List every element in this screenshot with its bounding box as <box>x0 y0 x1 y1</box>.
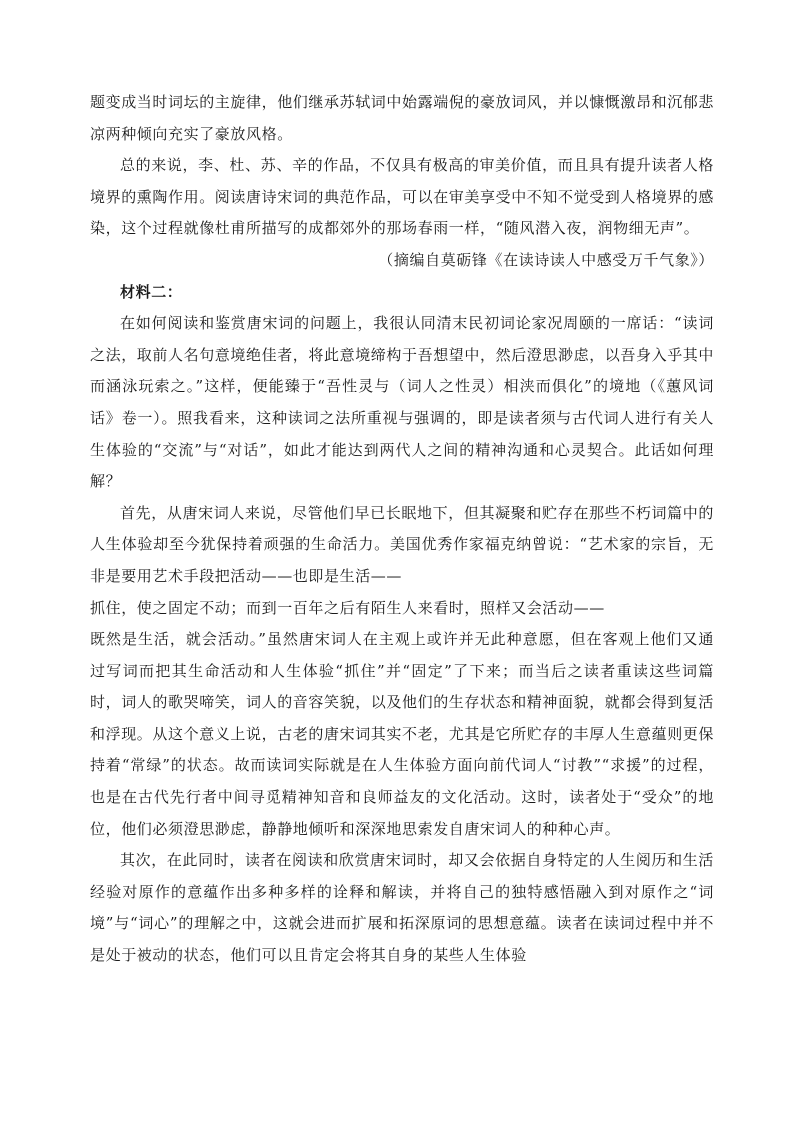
material-two-heading: 材料二： <box>120 282 183 301</box>
paragraph-first-point-continued: 既然是生活，就会活动。”虽然唐宋词人在主观上或许并无此种意愿，但在客观上他们又通过写词而把其生命活动和人生体验“抓住”并“固定”了下来；而当后之读者重读这些词篇时，词人的歌哭啼笑，词人的音容笑貌，以及他们的生存状态和精神面貌，就都会得到复活和浮现。从这个意义上说，古老的唐宋词其实不老，尤其是它所贮存的丰厚人生意蕴则更保持着“常绿”的状态。故而读词实际就是在人生体验方面向前代词人“讨教”“求援”的过程，也是在古代先行者中间寻觅精神知音和良师益友的文化活动。这时，读者处于“受众”的地位，他们必须澄思渺虑，静静地倾听和深深地思索发自唐宋词人的种种心声。 <box>90 630 715 838</box>
paragraph-first-point-line: 抓住，使之固定不动；而到一百年之后有陌生人来看时，照样又会活动—— <box>90 598 605 617</box>
paragraph-material-two-intro: 在如何阅读和鉴赏唐宋词的问题上，我很认同清末民初词论家况周颐的一席话：“读词之法，取前人名句意境绝佳者，将此意境缔构于吾想望中，然后澄思渺虑，以吾身入乎其中而涵泳玩索之。”这样，便能臻于“吾性灵与（词人之性灵）相浃而俱化”的境地（《蕙风词话》卷一）。照我看来，这种读词之法所重视与强调的，即是读者须与古代词人进行有关人生体验的“交流”与“对话”，如此才能达到两代人之间的精神沟通和心灵契合。此话如何理解？ <box>90 314 715 491</box>
paragraph-second-point: 其次，在此同时，读者在阅读和欣赏唐宋词时，却又会依据自身特定的人生阅历和生活经验对原作的意蕴作出多种多样的诠释和解读，并将自己的独特感悟融入到对原作之“词境”与“词心”的理解之中，这就会进而扩展和拓深原词的思想意蕴。读者在读词过程中并不是处于被动的状态，他们可以且肯定会将其自身的某些人生体验 <box>90 851 714 965</box>
paragraph-first-point: 首先，从唐宋词人来说，尽管他们早已长眠地下，但其凝聚和贮存在那些不朽词篇中的人生体验却至今犹保持着顽强的生命活力。美国优秀作家福克纳曾说：“艺术家的宗旨，无非是要用艺术手段把活动——也即是生活—— <box>90 503 714 585</box>
source-citation: （摘编自莫砺锋《在读诗读人中感受万千气象》） <box>378 250 714 269</box>
paragraph-summary: 总的来说，李、杜、苏、辛的作品，不仅具有极高的审美价值，而且具有提升读者人格境界的熏陶作用。阅读唐诗宋词的典范作品，可以在审美享受中不知不觉受到人格境界的感染，这个过程就像杜甫所描写的成都郊外的那场春雨一样，“随风潜入夜，润物细无声”。 <box>90 156 715 238</box>
paragraph-continued: 题变成当时词坛的主旋律，他们继承苏轼词中始露端倪的豪放词风，并以慷慨激昂和沉郁悲凉两种倾向充实了豪放风格。 <box>90 93 715 143</box>
document-page <box>90 87 714 972</box>
